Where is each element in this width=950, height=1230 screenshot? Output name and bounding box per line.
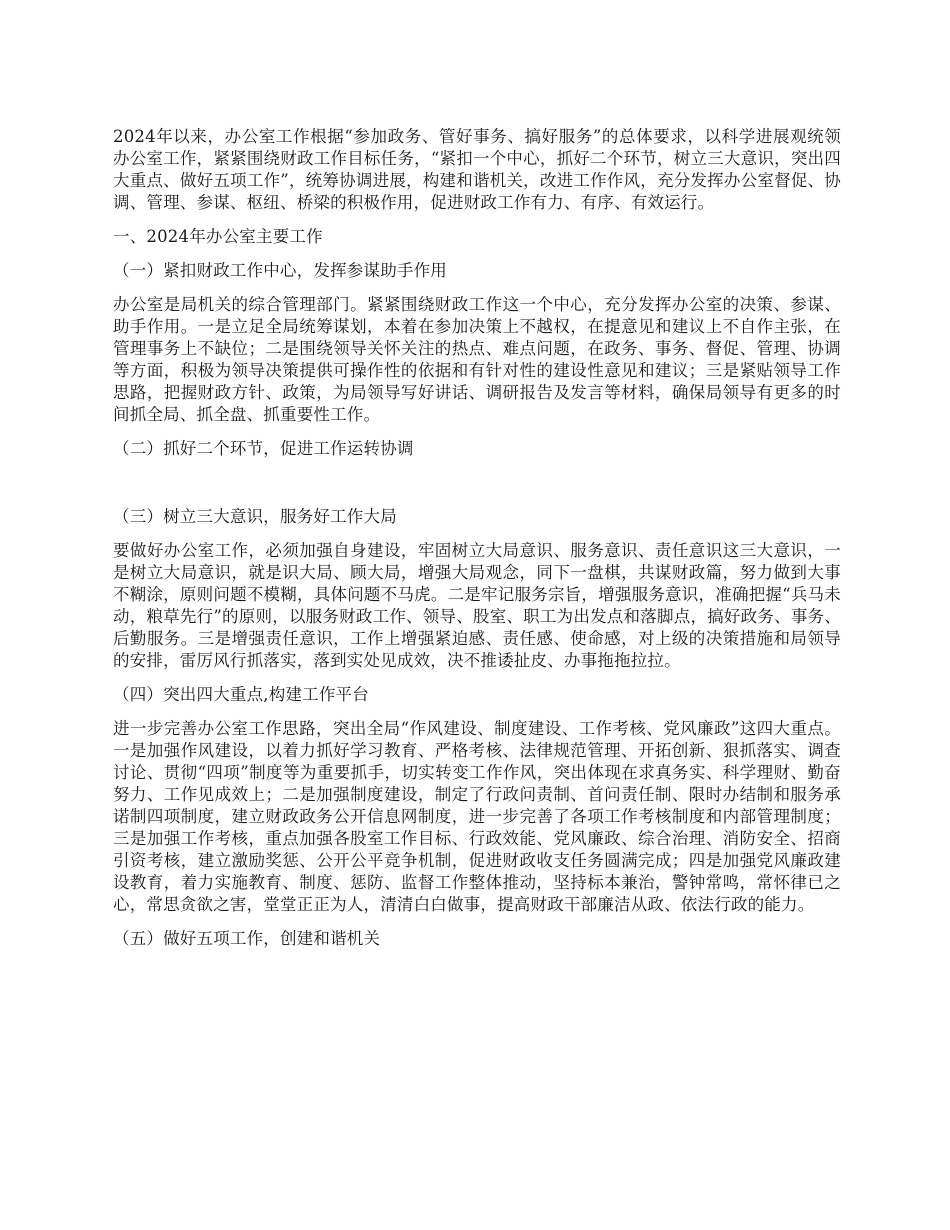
subsection-heading-5: （五）做好五项工作，创建和谐机关	[113, 929, 381, 948]
section-heading-1: 一、2024年办公室主要工作	[113, 227, 323, 246]
subsection-1-body: 办公室是局机关的综合管理部门。紧紧围绕财政工作这一个中心，充分发挥办公室的决策、参谋、助手作用。一是立足全局统筹谋划，本着在参加决策上不越权，在提意见和建议上不自作主张，在管理事务上不缺位；二是围绕领导关怀关注的热点、难点问题，在政务、事务、督促、管理、协调等方面，积极为领导决策提供可操作性的依据和有针对性的建设性意见和建议；三是紧贴领导工作思路，把握财政方针、政策，为局领导写好讲话、调研报告及发言等材料，确保局领导有更多的时间抓全局、抓全盘、抓重要性工作。	[113, 295, 841, 424]
subsection-heading-1: （一）紧扣财政工作中心，发挥参谋助手作用	[113, 261, 447, 280]
subsection-3-body: 要做好办公室工作，必须加强自身建设，牢固树立大局意识、服务意识、责任意识这三大意识，一是树立大局意识，就是识大局、顾大局，增强大局观念，同下一盘棋，共谋财政篇，努力做到大事不糊涂，原则问题不模糊，具体问题不马虎。二是牢记服务宗旨，增强服务意识，准确把握“兵马未动，粮草先行”的原则，以服务财政工作、领导、股室、职工为出发点和落脚点，搞好政务、事务、后勤服务。三是增强责任意识，工作上增强紧迫感、责任感、使命感，对上级的决策措施和局领导的安排，雷厉风行抓落实，落到实处见成效，决不推诿扯皮、办事拖拖拉拉。	[113, 541, 841, 670]
blank-space	[113, 460, 841, 494]
subsection-heading-3: （三）树立三大意识，服务好工作大局	[113, 507, 397, 526]
intro-paragraph: 2024年以来，办公室工作根据“参加政务、管好事务、搞好服务”的总体要求，以科学进展观统领办公室工作，紧紧围绕财政工作目标任务，“紧扣一个中心，抓好二个环节，树立三大意识，突出四大重点、做好五项工作”，统筹协调进展，构建和谐机关，改进工作作风，充分发挥办公室督促、协调、管理、参谋、枢纽、桥梁的积极作用，促进财政工作有力、有序、有效运行。	[113, 127, 841, 212]
subsection-heading-4: （四）突出四大重点,构建工作平台	[113, 685, 369, 704]
subsection-4-body: 进一步完善办公室工作思路，突出全局“作风建设、制度建设、工作考核、党风廉政”这四大重点。一是加强作风建设，以着力抓好学习教育、严格考核、法律规范管理、开拓创新、狠抓落实、调查讨论、贯彻“四项”制度等为重要抓手，切实转变工作作风，突出体现在求真务实、科学理财、勤奋努力、工作见成效上；二是加强制度建设，制定了行政问责制、首问责任制、限时办结制和服务承诺制四项制度，建立财政政务公开信息网制度，进一步完善了各项工作考核制度和内部管理制度；三是加强工作考核，重点加强各股室工作目标、行政效能、党风廉政、综合治理、消防安全、招商引资考核，建立激励奖惩、公开公平竞争机制，促进财政收支任务圆满完成；四是加强党风廉政建设教育，着力实施教育、制度、惩防、监督工作整体推动，坚持标本兼治，警钟常鸣，常怀律已之心，常思贪欲之害，堂堂正正为人，清清白白做事，提高财政干部廉洁从政、依法行政的能力。	[113, 719, 841, 914]
document-page	[113, 120, 841, 950]
subsection-heading-2: （二）抓好二个环节，促进工作运转协调	[113, 439, 414, 458]
